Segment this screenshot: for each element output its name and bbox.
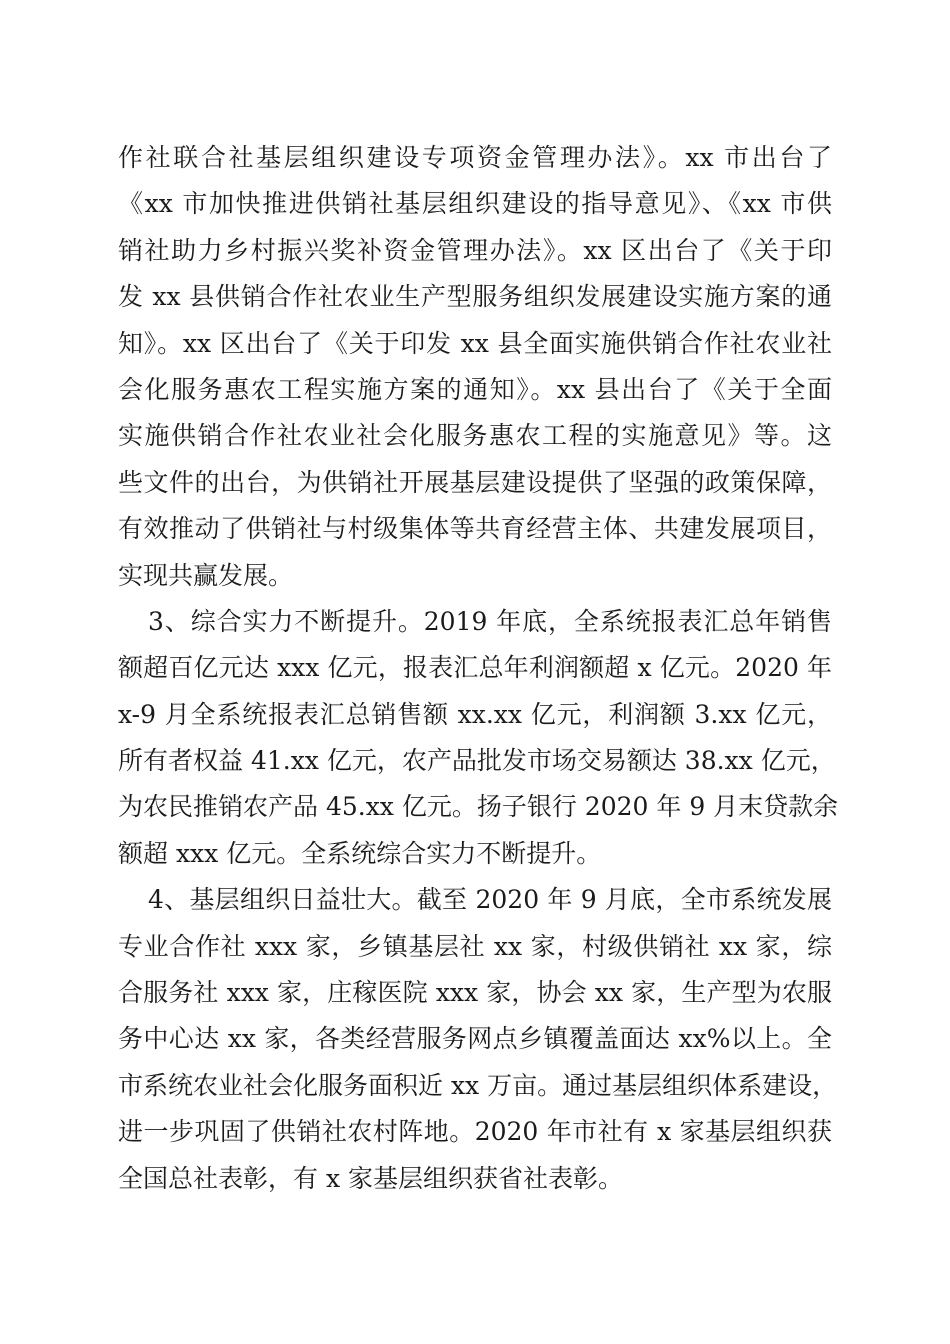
text-line: 作社联合社基层组织建设专项资金管理办法》。xx 市出台了 — [118, 143, 832, 172]
text-line: 市系统农业社会化服务面积近 xx 万亩。通过基层组织体系建设， — [118, 1070, 838, 1100]
text-line: 些文件的出台，为供销社开展基层建设提供了坚强的政策保障， — [118, 467, 832, 497]
text-line: 会化服务惠农工程实施方案的通知》。xx 县出台了《关于全面 — [118, 374, 832, 404]
text-line: x-9 月全系统报表汇总销售额 xx.xx 亿元，利润额 3.xx 亿元， — [118, 699, 832, 729]
text-line: 销社助力乡村振兴奖补资金管理办法》。xx 区出台了《关于印 — [118, 235, 832, 265]
text-line: 专业合作社 xxx 家，乡镇基层社 xx 家，村级供销社 xx 家，综 — [118, 931, 832, 961]
text-line: 合服务社 xxx 家，庄稼医院 xxx 家，协会 xx 家，生产型为农服 — [118, 978, 832, 1008]
text-line: 进一步巩固了供销社农村阵地。2020 年市社有 x 家基层组织获 — [118, 1117, 832, 1147]
paragraph-heading-line: 3、综合实力不断提升。2019 年底，全系统报表汇总年销售 — [148, 606, 832, 636]
text-line: 知》。xx 区出台了《关于印发 xx 县全面实施供销合作社农业社 — [118, 328, 832, 358]
text-line: 有效推动了供销社与村级集体等共育经营主体、共建发展项目， — [118, 514, 832, 544]
text-line: 为农民推销农产品 45.xx 亿元。扬子银行 2020 年 9 月末贷款余 — [118, 792, 839, 822]
text-line: 实现共赢发展。 — [118, 560, 294, 590]
document-body — [118, 135, 839, 1202]
text-line: 实施供销合作社农业社会化服务惠农工程的实施意见》等。这 — [118, 421, 832, 451]
text-line: 全国总社表彰，有 x 家基层组织获省社表彰。 — [118, 1163, 623, 1193]
text-line: 额超百亿元达 xxx 亿元，报表汇总年利润额超 x 亿元。2020 年 — [118, 653, 832, 683]
text-line: 《xx 市加快推进供销社基层组织建设的指导意见》、《xx 市供 — [118, 189, 832, 219]
paragraph-heading-line: 4、基层组织日益壮大。截至 2020 年 9 月底，全市系统发展 — [148, 885, 832, 915]
text-line: 所有者权益 41.xx 亿元，农产品批发市场交易额达 38.xx 亿元， — [118, 746, 836, 776]
text-line: 额超 xxx 亿元。全系统综合实力不断提升。 — [118, 838, 602, 868]
text-line: 务中心达 xx 家，各类经营服务网点乡镇覆盖面达 xx%以上。全 — [118, 1024, 832, 1054]
text-line: 发 xx 县供销合作社农业生产型服务组织发展建设实施方案的通 — [118, 282, 832, 312]
